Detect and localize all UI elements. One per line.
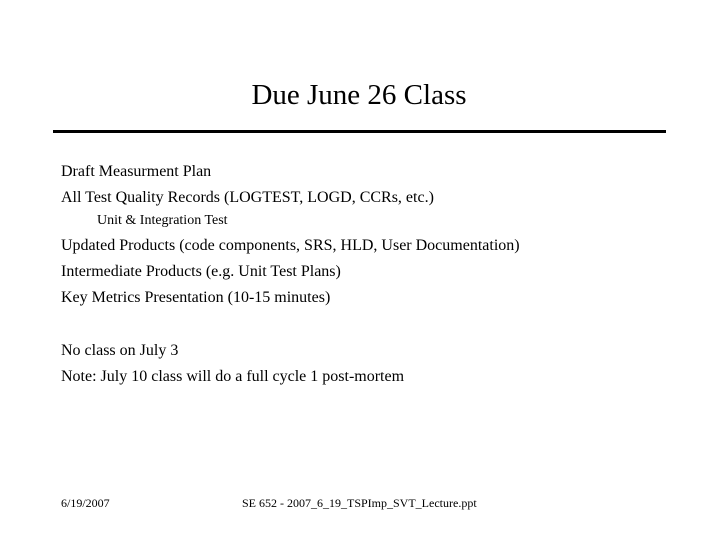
note-no-class-july-3: No class on July 3 (61, 342, 179, 359)
bullet-draft-measurement-plan: Draft Measurment Plan (61, 163, 212, 180)
subbullet-unit-integration-test: Unit & Integration Test (97, 213, 228, 228)
slide-title: Due June 26 Class (251, 79, 467, 111)
bullet-test-quality-records: All Test Quality Records (LOGTEST, LOGD, CCRs, etc.) (61, 189, 434, 206)
title-divider (53, 130, 666, 133)
bullet-key-metrics-presentation: Key Metrics Presentation (10-15 minutes) (61, 289, 331, 306)
footer-filename: SE 652 - 2007_6_19_TSPImp_SVT_Lecture.ppt (242, 496, 477, 510)
note-july-10-postmortem: Note: July 10 class will do a full cycle 1 post-mortem (61, 368, 405, 385)
bullet-updated-products: Updated Products (code components, SRS, HLD, User Documentation) (61, 237, 520, 254)
footer-date: 6/19/2007 (61, 496, 110, 510)
bullet-intermediate-products: Intermediate Products (e.g. Unit Test Plans) (61, 263, 341, 280)
